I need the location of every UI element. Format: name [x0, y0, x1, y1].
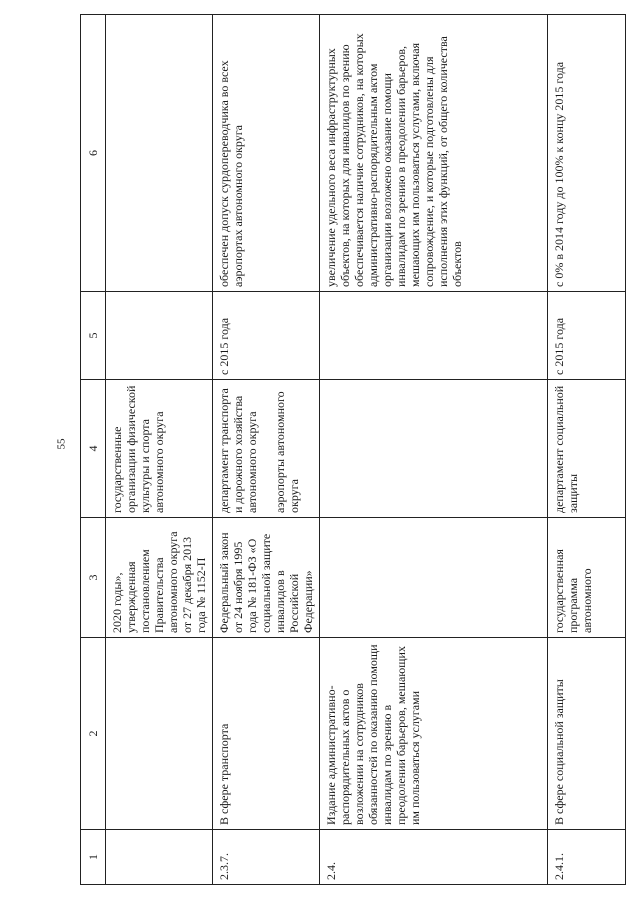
executor-extra: аэропорты автономного округа [273, 391, 301, 513]
executor-cell [320, 380, 548, 518]
executor: департамент социальной защиты [552, 385, 580, 513]
item-name: Издание административно-распорядительных актов о возложении на сотрудников обязанностей по оказанию помощи инвалидам по зрению в преодолении барьеров, мешающих им пользоваться услугами [320, 638, 548, 830]
executor-cell [106, 380, 213, 518]
column-number: 6 [81, 15, 106, 292]
column-number: 2 [81, 638, 106, 830]
term [320, 292, 548, 380]
term: с 2015 года [213, 292, 320, 380]
column-number: 5 [81, 292, 106, 380]
column-number: 3 [81, 518, 106, 638]
table-row [213, 15, 320, 885]
expected-result: увеличение удельного веса инфраструктурных объектов, на которых для инвалидов по зрению обеспечивается наличие сотрудников, на которых административно-распорядительным актом организации возложено оказание помощи инвалидам по зрению в преодолении барьеров, мешающих им пользоваться услугами, включая сопровождение, и которые подготовлены для исполнения этих функций, от общего количества объектов [320, 15, 548, 292]
expected-result [106, 15, 213, 292]
term: с 2015 года [548, 292, 626, 380]
term [106, 292, 213, 380]
column-number: 1 [81, 830, 106, 885]
item-number: 2.4. [320, 830, 548, 885]
item-number: 2.3.7. [213, 830, 320, 885]
item-number [106, 830, 213, 885]
item-number: 2.4.1. [548, 830, 626, 885]
item-name: В сфере социальной защиты [548, 638, 626, 830]
legal-basis: Федеральный закон от 24 ноября 1995 года № 181-ФЗ «О социальной защите инвалидов в Российской Федерации» [213, 518, 320, 638]
executor-cell [548, 380, 626, 518]
executor: государственные организации физической культуры и спорта автономного округа [110, 385, 166, 513]
item-name [106, 638, 213, 830]
executor-cell [213, 380, 320, 518]
rotated-document [80, 15, 610, 885]
legal-basis: государственная программа автономного [548, 518, 626, 638]
item-name: В сфере транспорта [213, 638, 320, 830]
executor: департамент транспорта и дорожного хозяйства автономного округа [217, 388, 259, 513]
table-row [320, 15, 548, 885]
expected-result: с 0% в 2014 году до 100% к концу 2015 года [548, 15, 626, 292]
expected-result: обеспечен допуск сурдопереводчика во всех аэропортах автономного округа [213, 15, 320, 292]
legal-basis: 2020 годы», утвержденная постановлением Правительства автономного округа от 27 декабря 2013 года № 1152-П [106, 518, 213, 638]
column-number-row [81, 15, 106, 885]
legal-basis [320, 518, 548, 638]
column-number: 4 [81, 380, 106, 518]
page-number: 55 [55, 438, 68, 450]
table-row [106, 15, 213, 885]
measures-table [80, 14, 626, 885]
table-row [548, 15, 626, 885]
